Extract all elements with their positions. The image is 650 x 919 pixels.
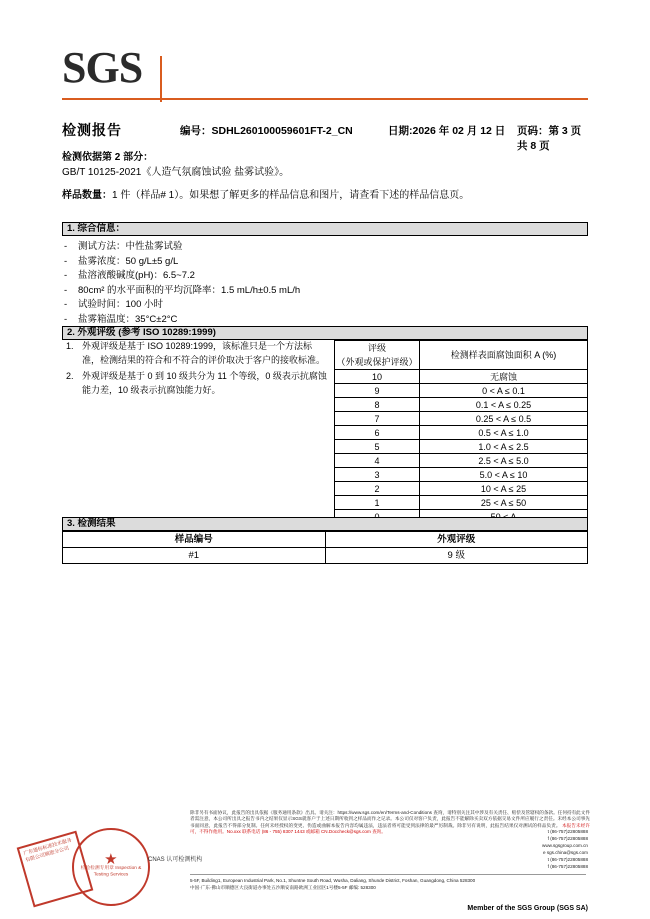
list-item xyxy=(62,269,588,284)
report-date-value: 2026 年 02 月 12 日 xyxy=(412,125,506,137)
grade-cell: 1 xyxy=(335,496,420,510)
table-row xyxy=(335,496,588,510)
table-row xyxy=(335,482,588,496)
area-cell: 2.5 < A ≤ 5.0 xyxy=(420,454,588,468)
company-square-stamp-text: 广东通标标准技术服务有限公司顺德分公司 xyxy=(22,837,73,864)
report-date xyxy=(388,123,505,138)
footer-address-en: 5-5F, Building1, European Industrial Park, No.1, Shuntne South Road, Wusha, Daliang, Shunde District, Foshan, Guangdong, China 528300 xyxy=(190,878,476,883)
list-bullet: - xyxy=(64,270,68,281)
grade-cell: 5 xyxy=(335,440,420,454)
section-2-notes xyxy=(62,340,334,400)
area-cell: 10 < A ≤ 25 xyxy=(420,482,588,496)
grade-cell: 10 xyxy=(335,370,420,384)
area-cell: 5.0 < A ≤ 10 xyxy=(420,468,588,482)
title-row xyxy=(62,120,588,152)
section-2-bar: 2. 外观评级 (参考 ISO 10289:1999) xyxy=(62,326,588,340)
grade-cell: 4 xyxy=(335,454,420,468)
table-row xyxy=(335,398,588,412)
grade-cell: 8 xyxy=(335,398,420,412)
report-number-label: 编号： xyxy=(180,125,212,137)
area-col-header: 检测样表面腐蚀面积 A (%) xyxy=(420,341,588,370)
list-item-text: 盐雾浓度：50 g/L±5 g/L xyxy=(78,255,179,267)
grade-cell: 7 xyxy=(335,412,420,426)
footer-fax-2: f (86-757)22805888 xyxy=(547,864,588,869)
report-header xyxy=(0,0,650,112)
list-bullet: - xyxy=(64,299,68,310)
sample-qty-text: 1 件（样品# 1）。如果想了解更多的样品信息和图片，请查看下述的样品信息页。 xyxy=(112,190,470,201)
list-item xyxy=(62,240,588,255)
page-title: 检测报告 xyxy=(62,122,122,138)
section-1-list xyxy=(62,240,588,327)
report-page-value: 第 3 页共 8 页 xyxy=(517,125,582,152)
result-table xyxy=(62,531,588,564)
grade-col-header-line1: 评级 xyxy=(367,343,386,353)
area-cell: 0.5 < A ≤ 1.0 xyxy=(420,426,588,440)
footer-tel-1: t (86-757)22805888 xyxy=(547,829,588,834)
list-item xyxy=(62,284,588,299)
list-bullet: - xyxy=(64,313,68,325)
note-number: 2. xyxy=(66,371,74,381)
list-item xyxy=(62,298,588,313)
list-item-text: 80cm² 的水平面积的平均沉降率：1.5 mL/h±0.5 mL/h xyxy=(78,284,301,296)
list-bullet: - xyxy=(64,241,68,252)
grade-table xyxy=(334,340,588,524)
table-row xyxy=(335,384,588,398)
intro-block xyxy=(62,150,592,203)
grade-cell: 3 xyxy=(335,468,420,482)
result-grade-cell: 9 级 xyxy=(325,548,588,564)
cnas-mark: CNAS 认可检测机构 xyxy=(148,857,203,863)
inspection-round-stamp-inner xyxy=(76,851,146,879)
section-1-bar: 1. 综合信息： xyxy=(62,222,588,236)
result-col-header-sample: 样品编号 xyxy=(63,532,326,548)
result-sample-cell: #1 xyxy=(63,548,326,564)
table-row xyxy=(335,426,588,440)
footer-tel-2: t (86-757)22805888 xyxy=(547,857,588,862)
report-pagination xyxy=(517,123,588,153)
footer-fax-1: f (86-757)22805888 xyxy=(547,836,588,841)
footer-contact xyxy=(468,828,588,870)
grade-cell: 2 xyxy=(335,482,420,496)
section-3-bar: 3. 检测结果 xyxy=(62,517,588,531)
list-item xyxy=(62,313,588,328)
table-row xyxy=(63,548,588,564)
footer-address xyxy=(190,877,590,891)
area-cell: 0.1 < A ≤ 0.25 xyxy=(420,398,588,412)
list-bullet: - xyxy=(64,284,68,296)
report-date-label: 日期: xyxy=(388,125,413,137)
list-item-text: 试验时间：100 小时 xyxy=(78,299,163,310)
footer-email: e sgs.china@sgs.com xyxy=(542,850,588,855)
star-icon: ★ xyxy=(104,851,118,868)
section-2-body xyxy=(62,340,588,516)
table-row xyxy=(335,454,588,468)
report-page-label: 页码： xyxy=(517,125,549,137)
area-cell: 1.0 < A ≤ 2.5 xyxy=(420,440,588,454)
sample-qty-line xyxy=(62,188,592,203)
list-item xyxy=(62,255,588,270)
area-cell: 0 < A ≤ 0.1 xyxy=(420,384,588,398)
grade-cell: 9 xyxy=(335,384,420,398)
area-cell: 无腐蚀 xyxy=(420,370,588,384)
inspection-round-stamp xyxy=(72,828,150,906)
footer-member-line: Member of the SGS Group (SGS SA) xyxy=(467,905,588,912)
report-number xyxy=(180,123,353,138)
grade-col-header xyxy=(335,341,420,370)
table-row xyxy=(335,468,588,482)
list-item-text: 测试方法：中性盐雾试验 xyxy=(78,241,183,252)
inspection-round-stamp-text: 检验检测专用章 Inspection & Testing Services xyxy=(80,865,142,878)
note-number: 1. xyxy=(66,341,74,351)
note-item xyxy=(62,340,334,367)
logo-tick-decoration xyxy=(160,56,162,102)
list-bullet: - xyxy=(64,255,68,267)
footer-disclaimer-text: 除非另有书面协议，此报告的出具依据《服务通用条款》出具。请关注：https://www.sgs.com/en/Terms-and-Conditions 查询，请特别关注其中涉及有关责任、赔偿及管辖权的条款。任何持有此文件者需注意，本公司所出具之报告书内之结果仅显示SGS就客户于上述日期所收到之样品而作之记录。本公司仅对客户负责，此报告不能解除买卖双方依据交易文件所应履行之责任。未经本公司事先书面同意，此报告不得部分复制。任何未经授权的变更、伪造或曲解本报告内容均属违法，违法者将可能受到法律的最严厉制裁。除非另有说明，此报告结果仅对测试的样品负责。 xyxy=(190,810,590,828)
note-text: 外观评级是基于 0 到 10 级共分为 11 个等级，0 级表示抗腐蚀能力差，10 级表示抗腐蚀能力好。 xyxy=(82,371,327,395)
list-item-text: 盐溶液酸碱度(pH)：6.5~7.2 xyxy=(78,270,195,281)
area-cell: 25 < A ≤ 50 xyxy=(420,496,588,510)
table-header-row xyxy=(63,532,588,548)
area-cell: 0.25 < A ≤ 0.5 xyxy=(420,412,588,426)
table-header-row xyxy=(335,341,588,370)
result-col-header-grade: 外观评级 xyxy=(325,532,588,548)
logo-divider xyxy=(62,98,588,100)
basis-title: 检测依据第 2 部分： xyxy=(62,152,154,163)
sgs-logo: SGS xyxy=(62,43,143,92)
basis-standard: GB/T 10125-2021《人造气氛腐蚀试验 盐雾试验》。 xyxy=(62,167,290,178)
footer-address-cn: 中国·广东·佛山市顺德区大良街道办事处五沙顺安南路欧洲工业园区1号楼5-5F 邮编: 528300 xyxy=(190,885,376,890)
footer-warning-text: 本报告未经许可，不得作他用。No.xxx 联系电话 (86 - 755) 8307 1443 或邮箱 CN.Doccheck@sgs.com 查询。 xyxy=(190,822,590,834)
report-number-value: SDHL260100059601FT-2_CN xyxy=(211,125,353,137)
grade-cell: 6 xyxy=(335,426,420,440)
sample-qty-label: 样品数量： xyxy=(62,190,112,201)
grade-col-header-line2: （外观或保护评级） xyxy=(336,357,418,367)
list-item-text: 盐雾箱温度：35°C±2°C xyxy=(78,313,178,325)
table-row xyxy=(335,412,588,426)
footer-divider xyxy=(190,874,586,875)
table-row xyxy=(335,370,588,384)
footer-website: www.sgsgroup.com.cn xyxy=(542,843,588,848)
note-text: 外观评级是基于 ISO 10289:1999，该标准只是一个方法标准，检测结果的符合和不符合的评价取决于客户的接收标准。 xyxy=(82,341,326,365)
note-item xyxy=(62,370,334,397)
table-row xyxy=(335,440,588,454)
